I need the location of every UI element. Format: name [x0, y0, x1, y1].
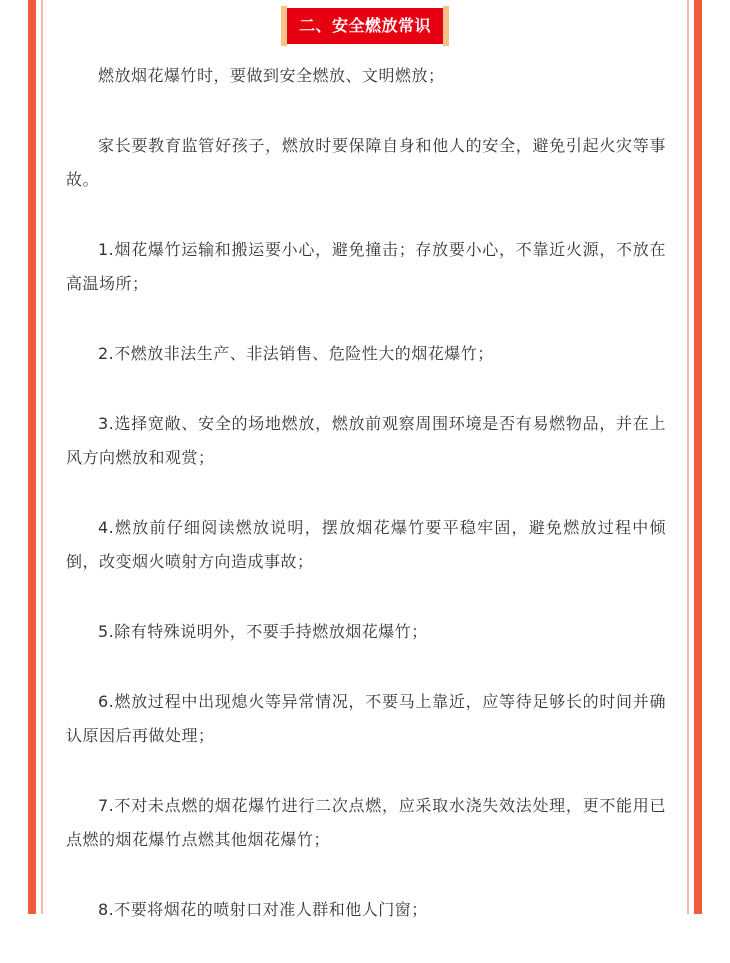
paragraph-intro: 燃放烟花爆竹时，要做到安全燃放、文明燃放； [98, 66, 445, 85]
section-title-box [281, 6, 449, 46]
list-item-6: 6.燃放过程中出现熄火等异常情况，不要马上靠近，应等待足够长的时间并确认原因后再做处理； [66, 692, 666, 745]
list-item-3: 3.选择宽敞、安全的场地燃放，燃放前观察周围环境是否有易燃物品，并在上风方向燃放和观赏； [66, 414, 666, 467]
list-item-7: 7.不对未点燃的烟花爆竹进行二次点燃，应采取水浇失效法处理，更不能用已点燃的烟花爆竹点燃其他烟花爆竹； [66, 796, 666, 849]
list-item-8: 8.不要将烟花的喷射口对准人群和他人门窗； [98, 900, 428, 919]
right-border-stripe [694, 0, 702, 914]
section-header [0, 6, 730, 46]
left-border-inner-line [41, 0, 43, 914]
list-item-5: 5.除有特殊说明外，不要手持燃放烟花爆竹； [98, 622, 428, 641]
right-border-inner-line [687, 0, 689, 914]
list-item-1: 1.烟花爆竹运输和搬运要小心，避免撞击；存放要小心，不靠近火源，不放在高温场所； [66, 240, 666, 293]
list-item-2: 2.不燃放非法生产、非法销售、危险性大的烟花爆竹； [98, 344, 494, 363]
list-item-4: 4.燃放前仔细阅读燃放说明，摆放烟花爆竹要平稳牢固，避免燃放过程中倾倒，改变烟火喷射方向造成事故； [66, 518, 666, 571]
paragraph-parents: 家长要教育监管好孩子，燃放时要保障自身和他人的安全，避免引起火灾等事故。 [66, 136, 666, 189]
left-border-stripe [28, 0, 36, 914]
title-right-accent [443, 6, 449, 46]
article-body [66, 59, 666, 963]
section-title: 二、安全燃放常识 [287, 8, 443, 44]
